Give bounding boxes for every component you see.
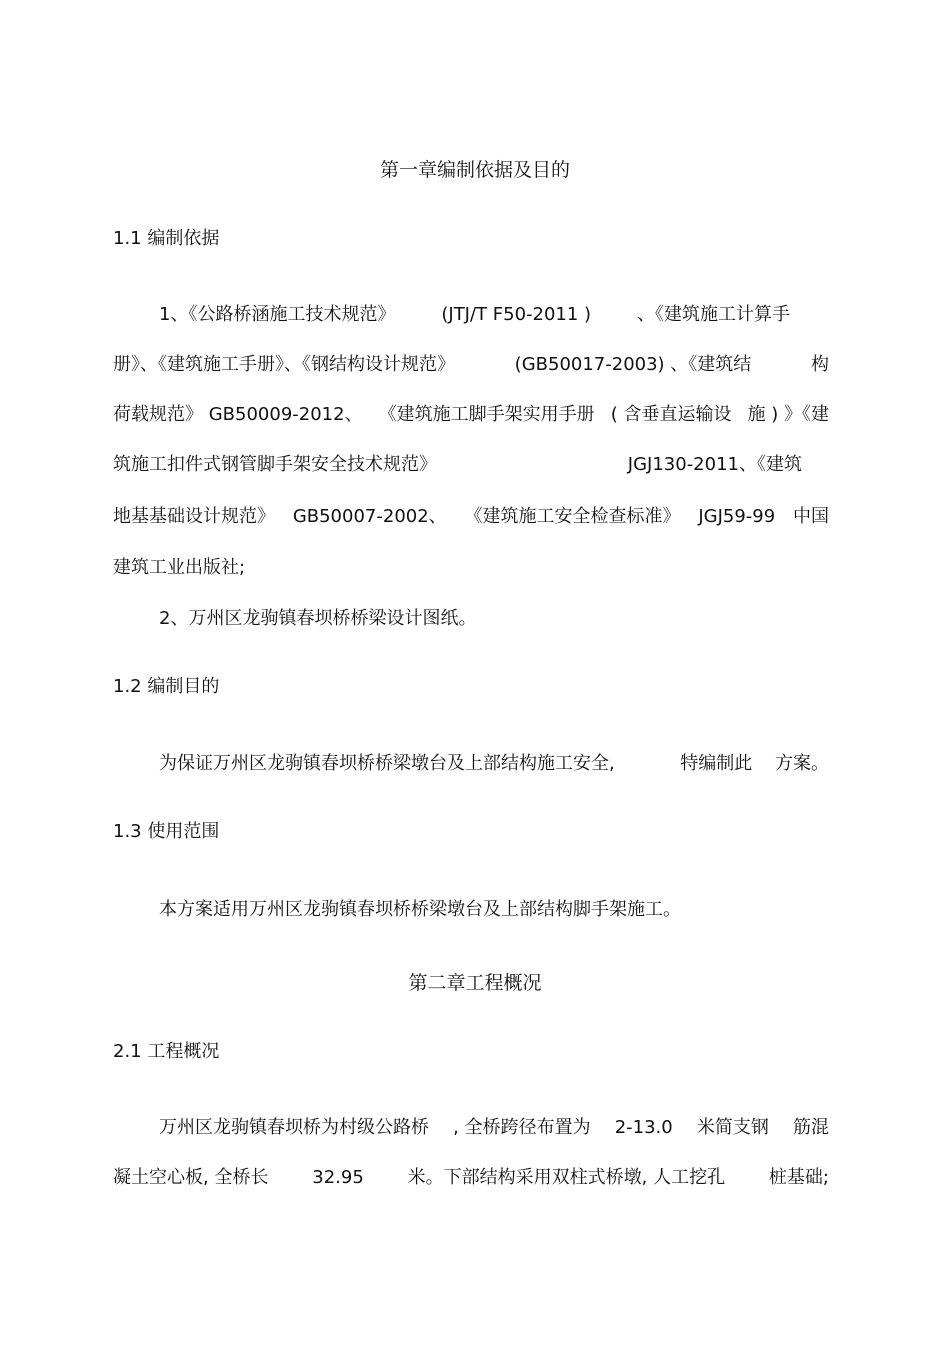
text-segment: 建筑工业出版社; [113, 557, 246, 578]
section-1-1-heading: 1.1 编制依据 [113, 228, 220, 249]
text-segment: 特编制此 [680, 753, 753, 774]
paragraph-line [113, 1165, 829, 1191]
text-segment: 1、《公路桥涵施工技术规范》 [159, 304, 396, 325]
text-segment: 桩基础; [768, 1167, 829, 1188]
paragraph-line [113, 504, 829, 530]
chapter-2-title: 第二章工程概况 [408, 972, 542, 994]
text-segment: 32.95 [312, 1167, 364, 1188]
text-segment: 为保证万州区龙驹镇春坝桥桥梁墩台及上部结构施工安全, [159, 753, 615, 774]
chapter-1-title: 第一章编制依据及目的 [379, 159, 570, 181]
text-segment: 地基基础设计规范》 [113, 506, 275, 527]
paragraph-line [113, 352, 829, 378]
text-segment: JGJ59-99 [698, 506, 776, 527]
spacer [637, 751, 657, 777]
text-segment: 米简支钢 [696, 1117, 769, 1138]
text-segment: ( 含垂直运输设 [610, 404, 732, 425]
text-segment: (GB50017-2003) 、《建筑结 [514, 354, 752, 375]
text-segment: (JTJ/T F50-2011 ) [441, 304, 592, 325]
text-segment: 施 ) 》《建 [747, 404, 829, 425]
text-segment: 万州区龙驹镇春坝桥为村级公路桥 [159, 1117, 429, 1138]
section-1-2-heading: 1.2 编制目的 [113, 676, 220, 697]
text-segment: 筋混 [792, 1117, 829, 1138]
section-2-1-heading: 2.1 工程概况 [113, 1041, 220, 1062]
paragraph-line [113, 452, 802, 478]
text-segment: GB50007-2002、 [292, 506, 447, 527]
text-segment: 米。下部结构采用双柱式桥墩, 人工挖孔 [407, 1167, 726, 1188]
text-segment: 筑施工扣件式钢管脚手架安全技术规范》 [113, 454, 437, 475]
text-segment: 《建筑施工安全检查标准》 [464, 506, 681, 527]
text-segment: 、《建筑施工计算手 [637, 304, 790, 325]
text-segment: 中国 [793, 506, 829, 527]
text-segment: 册》、《建筑施工手册》、《钢结构设计规范》 [113, 354, 455, 375]
paragraph-line: 本方案适用万州区龙驹镇春坝桥桥梁墩台及上部结构脚手架施工。 [159, 899, 681, 920]
text-segment: , 全桥跨径布置为 [453, 1117, 591, 1138]
text-segment: 《建筑施工脚手架实用手册 [378, 404, 595, 425]
text-segment: JGJ130-2011、《建筑 [627, 454, 802, 475]
text-segment: 凝土空心板, 全桥长 [113, 1167, 269, 1188]
paragraph-line [159, 1115, 829, 1141]
paragraph-line [159, 751, 829, 777]
paragraph-line: 2、万州区龙驹镇春坝桥桥梁设计图纸。 [159, 608, 477, 629]
text-segment: 方案。 [774, 753, 829, 774]
section-1-3-heading: 1.3 使用范围 [113, 821, 220, 842]
text-segment: 构 [810, 354, 829, 375]
text-segment: 荷载规范》 GB50009-2012、 [113, 404, 363, 425]
text-segment: 2-13.0 [614, 1117, 673, 1138]
paragraph-line [159, 302, 790, 328]
paragraph-line [113, 555, 829, 581]
paragraph-line [113, 402, 829, 428]
